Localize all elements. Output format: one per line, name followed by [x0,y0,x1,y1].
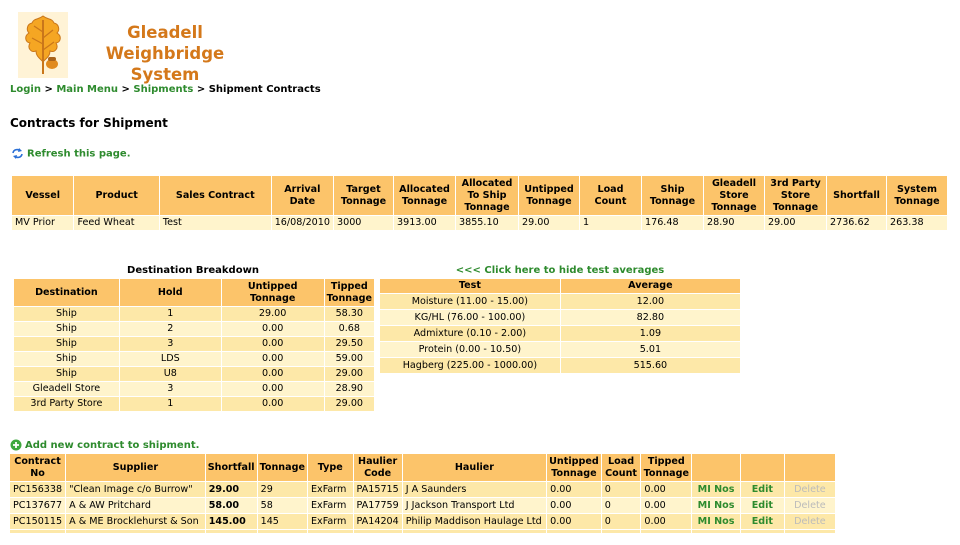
col-test: Test [380,279,560,293]
cell: Hagberg (225.00 - 1000.00) [380,358,560,373]
col-gleadell-store: Gleadell Store Tonnage [704,176,764,215]
cell: 0.00 [222,382,324,396]
cell: 29.00 [519,216,579,230]
cell: 0.00 [547,498,601,513]
col-ship-tonnage: Ship Tonnage [642,176,703,215]
breadcrumb-separator: > [196,84,206,95]
cell: 2 [120,322,221,336]
cell: 29.50 [325,337,374,351]
cell: ExFarm [308,482,353,497]
col-shortfall: Shortfall [827,176,886,215]
breadcrumb-separator: > [121,84,130,95]
destination-row [14,352,374,366]
cell: KG/HL (76.00 - 100.00) [380,310,560,325]
breadcrumb-login[interactable]: Login [10,84,41,95]
breadcrumb-separator: > [44,84,53,95]
cell [641,530,691,533]
edit-link[interactable]: Edit [741,514,784,529]
cell: Feed Wheat [74,216,158,230]
col-product: Product [74,176,158,215]
cell: MV Prior [12,216,73,230]
destination-rows [14,307,374,411]
cell: ExFarm [308,514,353,529]
cell: 12.00 [561,294,740,309]
col-vessel: Vessel [12,176,73,215]
cell [785,530,835,533]
cell: Gleadell Store [14,382,119,396]
summary-row [12,216,947,230]
col-load-count: Load Count [602,454,641,481]
cell: Admixture (0.10 - 2.00) [380,326,560,341]
cell: 145 [258,514,307,529]
cell: 0.68 [325,322,374,336]
shortfall-cell: 58.00 [206,498,257,513]
cell: PA15715 [354,482,402,497]
col-average: Average [561,279,740,293]
test-averages-table [379,278,741,374]
col-tipped-tonnage: Tipped Tonnage [325,279,374,306]
refresh-link[interactable] [11,148,131,160]
cell: 0 [602,498,641,513]
breadcrumb [10,84,321,95]
cell: 16/08/2010 [272,216,333,230]
oak-leaf-logo [18,12,68,78]
cell: Test [160,216,271,230]
col-edit [741,454,784,481]
cell: 28.90 [704,216,764,230]
cell: 29.00 [325,397,374,411]
add-circle-icon [10,439,22,451]
cell: 0 [602,514,641,529]
contract-row-partial [10,530,835,533]
col-delete [785,454,835,481]
cell: 0.00 [222,322,324,336]
delete-link[interactable]: Delete [785,482,835,497]
col-hold: Hold [120,279,221,306]
destination-row [14,337,374,351]
cell [692,530,740,533]
add-contract-label: Add new contract to shipment. [25,440,200,451]
destination-caption: Destination Breakdown [127,265,259,276]
test-rows [380,294,740,373]
breadcrumb-current: Shipment Contracts [208,84,321,95]
cell: 59.00 [325,352,374,366]
mi-nos-link[interactable]: MI Nos [692,482,740,497]
test-row [380,342,740,357]
col-3rd-party-store: 3rd Party Store Tonnage [765,176,826,215]
cell: 263.38 [887,216,947,230]
destination-row [14,397,374,411]
contract-row [10,498,835,513]
shipment-summary-table [11,175,948,231]
delete-link[interactable]: Delete [785,514,835,529]
destination-row [14,322,374,336]
mi-nos-link[interactable]: MI Nos [692,514,740,529]
app-title: Gleadell Weighbridge System [105,23,225,84]
cell: 29 [258,482,307,497]
cell: 3 [120,382,221,396]
shortfall-cell: 29.00 [206,482,257,497]
col-haulier-code: Haulier Code [354,454,402,481]
cell: 0.00 [547,514,601,529]
cell: A & AW Pritchard [66,498,205,513]
cell: PA17759 [354,498,402,513]
cell: 0 [602,482,641,497]
cell [354,530,402,533]
cell: 0.00 [641,498,691,513]
cell: 0.00 [641,514,691,529]
cell: 3000 [334,216,393,230]
cell: ExFarm [308,498,353,513]
cell [308,530,353,533]
cell: Philip Maddison Haulage Ltd [403,514,546,529]
cell: 176.48 [642,216,703,230]
cell: 3 [120,337,221,351]
cell: 29.00 [222,307,324,321]
destination-row [14,382,374,396]
cell: PC150115 [10,514,65,529]
col-allocated-to-ship: Allocated To Ship Tonnage [456,176,518,215]
refresh-icon [11,148,24,159]
edit-link[interactable]: Edit [741,482,784,497]
cell: LDS [120,352,221,366]
test-row [380,326,740,341]
hide-test-averages-link[interactable]: <<< Click here to hide test averages [455,265,665,276]
cell: PC137677 [10,498,65,513]
edit-link[interactable]: Edit [741,498,784,513]
cell: 58.30 [325,307,374,321]
test-row [380,358,740,373]
shortfall-cell: 145.00 [206,514,257,529]
cell: Moisture (11.00 - 15.00) [380,294,560,309]
cell [66,530,205,533]
col-supplier: Supplier [66,454,205,481]
cell: 28.90 [325,382,374,396]
col-untipped-tonnage: Untipped Tonnage [222,279,324,306]
cell: 0.00 [222,337,324,351]
cell: 0.00 [547,482,601,497]
col-contract-no: Contract No [10,454,65,481]
cell: J Jackson Transport Ltd [403,498,546,513]
col-destination: Destination [14,279,119,306]
cell: 1 [120,307,221,321]
col-haulier: Haulier [403,454,546,481]
cell: 515.60 [561,358,740,373]
col-tipped-tonnage: Tipped Tonnage [641,454,691,481]
col-untipped-tonnage: Untipped Tonnage [519,176,579,215]
contract-rows [10,482,835,533]
destination-breakdown-table [13,278,375,412]
cell: J A Saunders [403,482,546,497]
add-contract-link[interactable] [10,439,199,451]
cell: Ship [14,307,119,321]
cell: PC156338 [10,482,65,497]
refresh-label: Refresh this page. [27,148,131,160]
contracts-table [9,453,836,534]
cell: Ship [14,367,119,381]
cell: 1.09 [561,326,740,341]
cell: 1 [120,397,221,411]
page-title: Contracts for Shipment [10,116,168,130]
cell: Ship [14,322,119,336]
cell: 58 [258,498,307,513]
cell: 0.00 [222,397,324,411]
mi-nos-link[interactable]: MI Nos [692,498,740,513]
cell: 3855.10 [456,216,518,230]
destination-row [14,367,374,381]
cell: 0.00 [222,352,324,366]
cell: 1 [580,216,641,230]
cell [403,530,546,533]
col-mi-nos [692,454,740,481]
col-load-count: Load Count [580,176,641,215]
cell: Ship [14,352,119,366]
cell: U8 [120,367,221,381]
cell: 0.00 [641,482,691,497]
cell: 5.01 [561,342,740,357]
contract-row [10,482,835,497]
col-system-tonnage: System Tonnage [887,176,947,215]
cell: PA14204 [354,514,402,529]
contract-row [10,514,835,529]
cell: 0.00 [222,367,324,381]
cell: 29.00 [765,216,826,230]
cell: 82.80 [561,310,740,325]
cell [10,530,65,533]
cell: "Clean Image c/o Burrow" [66,482,205,497]
cell [602,530,641,533]
cell: Ship [14,337,119,351]
cell [741,530,784,533]
col-tonnage: Tonnage [258,454,307,481]
test-row [380,294,740,309]
cell [258,530,307,533]
col-shortfall: Shortfall [206,454,257,481]
delete-link[interactable]: Delete [785,498,835,513]
breadcrumb-main-menu[interactable]: Main Menu [56,84,119,95]
col-allocated-tonnage: Allocated Tonnage [394,176,455,215]
cell: Protein (0.00 - 10.50) [380,342,560,357]
col-untipped-tonnage: Untipped Tonnage [547,454,601,481]
destination-row [14,307,374,321]
cell: 29.00 [325,367,374,381]
col-sales-contract: Sales Contract [160,176,271,215]
test-row [380,310,740,325]
col-type: Type [308,454,353,481]
cell [547,530,601,533]
cell: 3rd Party Store [14,397,119,411]
cell [206,530,257,533]
col-target-tonnage: Target Tonnage [334,176,393,215]
cell: 2736.62 [827,216,886,230]
col-arrival-date: Arrival Date [272,176,333,215]
cell: 3913.00 [394,216,455,230]
breadcrumb-shipments[interactable]: Shipments [133,84,194,95]
cell: A & ME Brocklehurst & Son [66,514,205,529]
